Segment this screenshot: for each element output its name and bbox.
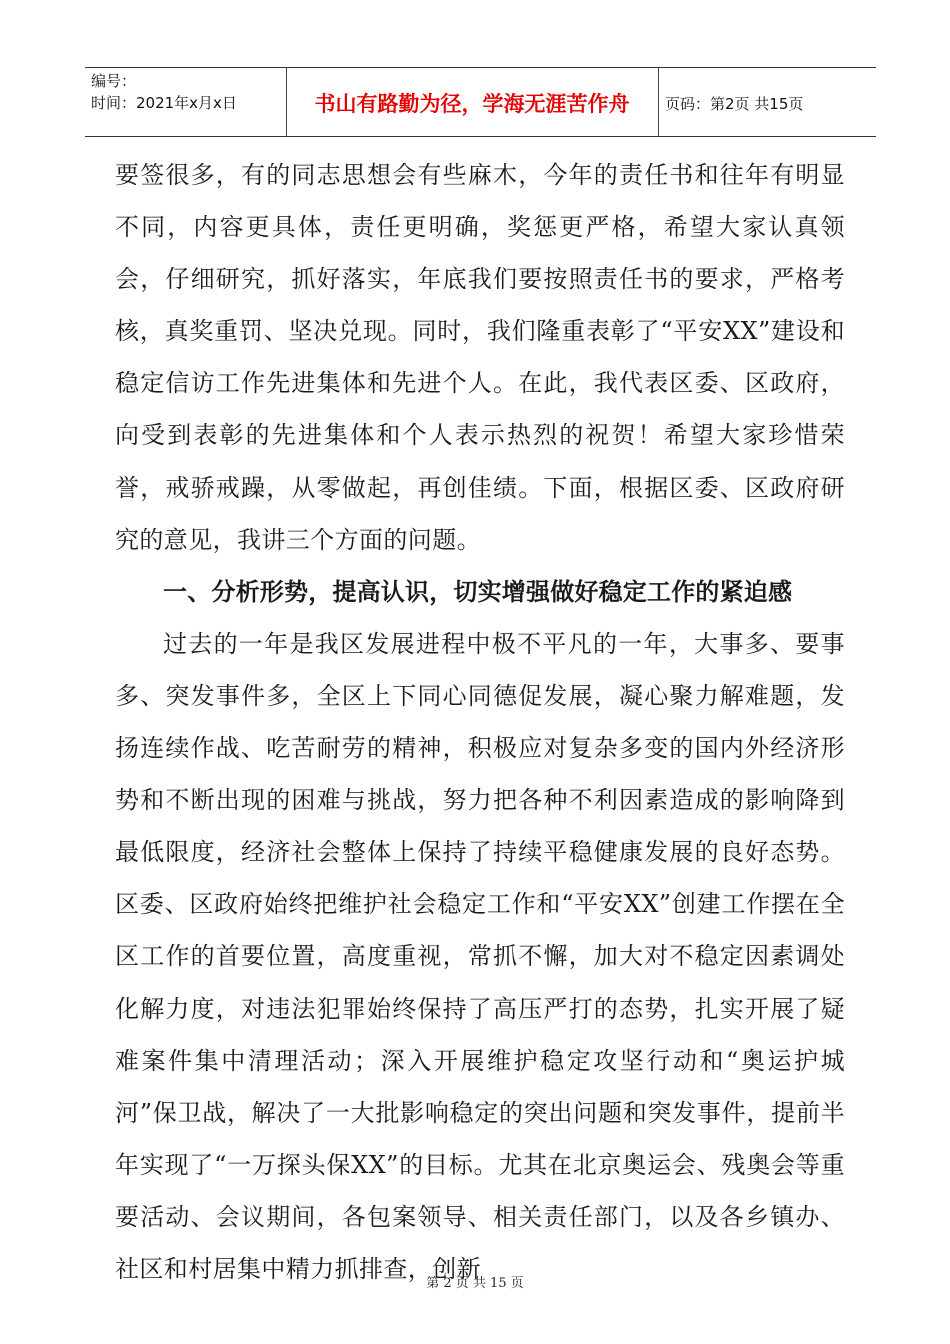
header-divider (658, 68, 659, 136)
body-paragraph: 过去的一年是我区发展进程中极不平凡的一年，大事多、要事多、突发事件多，全区上下同心同德促发展，凝心聚力解难题，发扬连续作战、吃苦耐劳的精神，积极应对复杂多变的国内外经济形势和不断出现的困难与挑战，努力把各种不利因素造成的影响降到最低限度，经济社会整体上保持了持续平稳健康发展的良好态势。区委、区政府始终把维护社会稳定工作和“平安XX”创建工作摆在全区工作的首要位置，高度重视，常抓不懈，加大对不稳定因素调处化解力度，对违法犯罪始终保持了高压严打的态势，扎实开展了疑难案件集中清理活动；深入开展维护稳定攻坚行动和“奥运护城河”保卫战，解决了一大批影响稳定的突出问题和突发事件，提前半年实现了“一万探头保XX”的目标。尤其在北京奥运会、残奥会等重要活动、会议期间，各包案领导、相关责任部门，以及各乡镇办、社区和村居集中精力抓排查，创新 (115, 629, 845, 1283)
time-label: 时间：2021年x月x日 (91, 94, 237, 112)
header-page-number: 页码：第2页 共15页 (665, 94, 804, 113)
page-footer: 第 2 页 共 15 页 (426, 1276, 524, 1291)
header-motto: 书山有路勤为径，学海无涯苦作舟 (314, 92, 630, 116)
body-paragraph: 要签很多，有的同志思想会有些麻木，今年的责任书和往年有明显不同，内容更具体，责任更明确，奖惩更严格，希望大家认真领会，仔细研究，抓好落实，年底我们要按照责任书的要求，严格考核，真奖重罚、坚决兑现。同时，我们隆重表彰了“平安XX”建设和稳定信访工作先进集体和先进个人。在此，我代表区委、区政府，向受到表彰的先进集体和个人表示热烈的祝贺！希望大家珍惜荣誉，戒骄戒躁，从零做起，再创佳绩。下面，根据区委、区政府研究的意见，我讲三个方面的问题。 (115, 161, 845, 554)
header-meta (91, 70, 237, 114)
page-header (85, 67, 876, 137)
document-body (115, 149, 845, 1295)
number-label: 编号： (91, 72, 137, 90)
section-heading: 一、分析形势，提高认识，切实增强做好稳定工作的紧迫感 (163, 577, 793, 606)
